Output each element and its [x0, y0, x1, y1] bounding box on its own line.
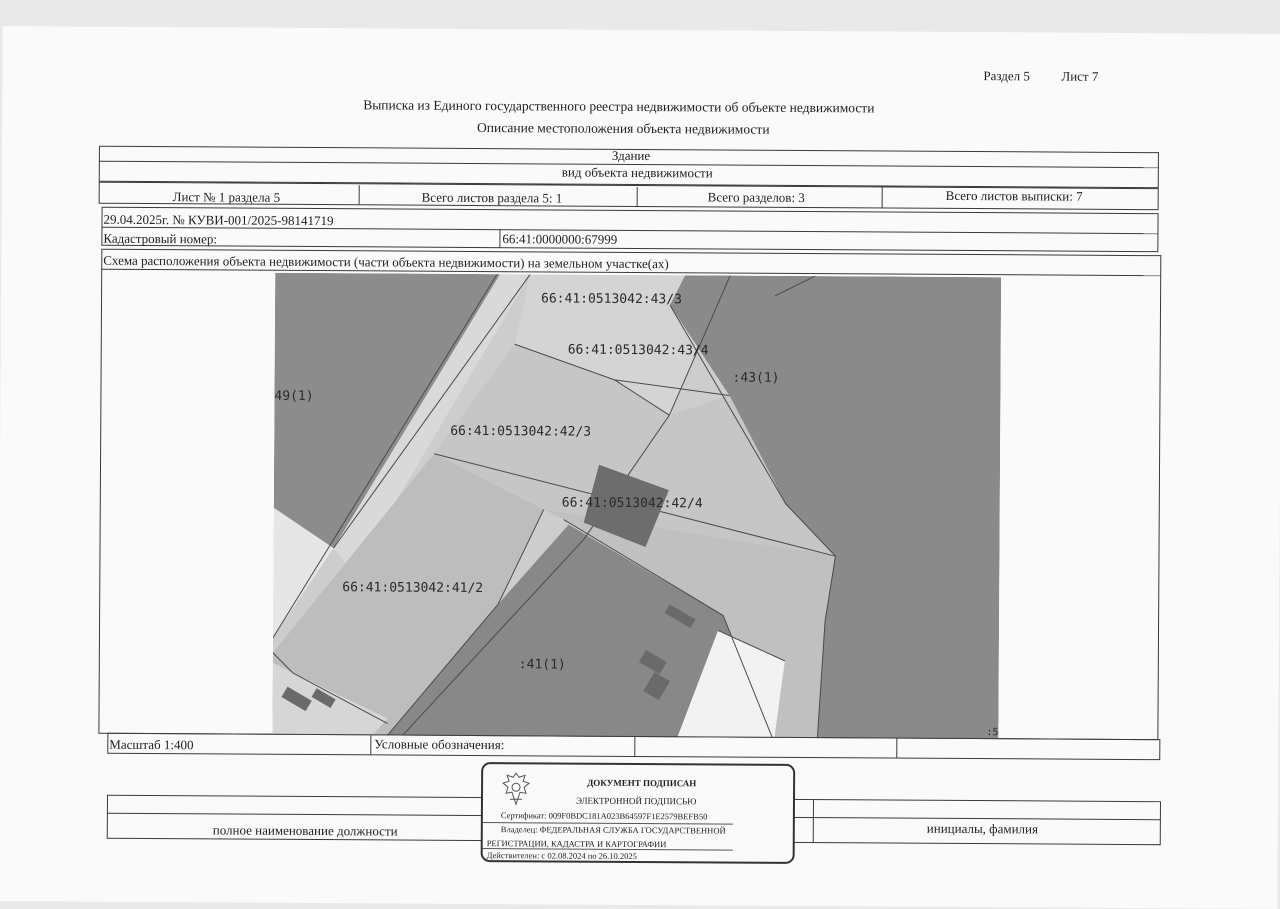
- scheme-title: Схема расположения объекта недвижимости (части объекта недвижимости) на земельном участке(ах): [103, 252, 669, 272]
- stamp-title-2: ЭЛЕКТРОННОЙ ПОДПИСЬЮ: [575, 795, 697, 807]
- stamp-title-1: ДОКУМЕНТ ПОДПИСАН: [587, 777, 697, 789]
- map-label-41-1: :41(1): [518, 657, 566, 673]
- map-label-5: :5: [986, 727, 999, 739]
- object-type-caption: вид объекта недвижимости: [561, 164, 713, 181]
- stamp-owner-1: Владелец: ФЕДЕРАЛЬНАЯ СЛУЖБА ГОСУДАРСТВЕННОЙ: [500, 824, 726, 836]
- electronic-signature-stamp: [481, 762, 796, 864]
- extract-sheets-total: Всего листов выписки: 7: [945, 187, 1083, 204]
- map-label-43-1: :43(1): [732, 370, 780, 386]
- record-date-number: 29.04.2025г. № КУВИ-001/2025-98141719: [103, 211, 334, 229]
- cadastral-number: 66:41:0000000:67999: [502, 231, 618, 247]
- stamp-owner-2: РЕГИСТРАЦИИ, КАДАСТРА И КАРТОГРАФИИ: [486, 838, 667, 850]
- cadastral-label: Кадастровый номер:: [103, 230, 218, 247]
- stamp-validity: Действителен: с 02.08.2024 по 26.10.2025: [486, 850, 637, 861]
- sheet-of-section: Лист № 1 раздела 5: [172, 189, 281, 205]
- map-label-42-4: 66:41:0513042:42/4: [561, 495, 703, 512]
- section-number: Раздел 5: [983, 68, 1030, 84]
- cadastral-map: [272, 273, 1001, 739]
- document-title: Выписка из Единого государственного реестра недвижимости об объекте недвижимости: [363, 97, 875, 116]
- object-type: Здание: [611, 147, 651, 164]
- map-scale: Масштаб 1:400: [109, 736, 194, 753]
- sections-total: Всего разделов: 3: [707, 189, 805, 206]
- map-label-43-3: 66:41:0513042:43/3: [540, 291, 682, 308]
- map-label-42-3: 66:41:0513042:42/3: [450, 423, 592, 440]
- document-sheet: [0, 26, 1280, 909]
- legend-label: Условные обозначения:: [374, 736, 505, 753]
- coat-of-arms-icon: [499, 770, 533, 808]
- sheet-number: Лист 7: [1061, 68, 1099, 84]
- document-subtitle: Описание местоположения объекта недвижимости: [477, 119, 770, 137]
- map-label-43-4: 66:41:0513042:43/4: [567, 342, 709, 359]
- section-sheets-total: Всего листов раздела 5: 1: [421, 189, 563, 206]
- map-label-49-1: 49(1): [274, 388, 314, 405]
- map-label-41-2: 66:41:0513042:41/2: [342, 580, 484, 597]
- stamp-certificate: Сертификат: 009F0BDC181A023B64597F1E2579BEFB50: [500, 810, 708, 822]
- initials-caption: инициалы, фамилия: [926, 820, 1039, 837]
- position-caption: полное наименование должности: [212, 822, 398, 839]
